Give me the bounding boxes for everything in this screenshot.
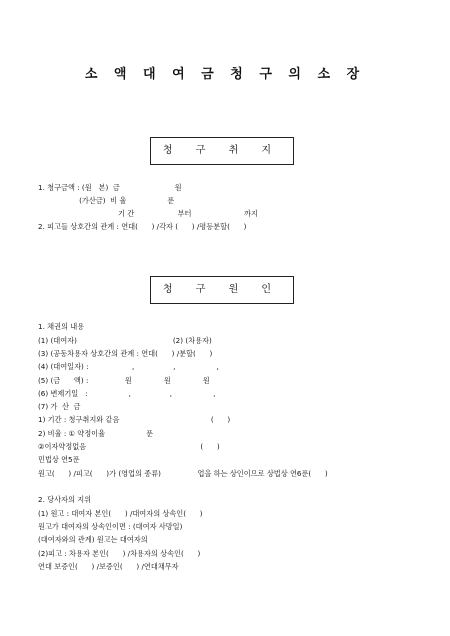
cause-line-10: ②이자약정없음 ( ) xyxy=(38,442,220,451)
cause-line-7: (7) 가 산 금 xyxy=(38,402,81,411)
cause-line-3: (3) (공동차용자 상호간의 관계 : 연대( ) /분할( ) xyxy=(38,349,213,358)
cause-line-1: 1. 채권의 내용 xyxy=(38,322,85,331)
claim-purpose-heading-box xyxy=(150,137,294,165)
cause-line-5: (5) (금 액) : 원 원 원 xyxy=(38,376,210,385)
cause-line-12: 원고( ) /피고( )가 (영업의 종류) 업을 하는 상인이므로 상법상 연6푼( ) xyxy=(38,469,328,478)
cause-line-18: 연대 보증인( ) /보증인( ) /연대채무자 xyxy=(38,562,179,571)
interest-rate-line: (가산금) 비 율 푼 xyxy=(38,196,175,205)
claim-amount-line: 1. 청구금액 : (원 본) 금 원 xyxy=(38,183,182,192)
cause-line-15: 원고가 대여자의 상속인이면 : (대여자 사망일) xyxy=(38,522,183,531)
cause-line-13: 2. 당사자의 지위 xyxy=(38,495,92,504)
cause-line-14: (1) 원고 : 대여자 본인( ) /대여자의 상속인( ) xyxy=(38,509,203,518)
document-title: 소 액 대 여 금 청 구 의 소 장 xyxy=(84,67,366,82)
cause-line-16: (대여자와의 관계) 원고는 대여자의 xyxy=(38,535,148,544)
claim-cause-heading: 청 구 원 인 xyxy=(162,284,282,295)
cause-line-2: (1) (대여자) (2) (차용자) xyxy=(38,336,212,345)
defendant-relation-line: 2. 피고들 상호간의 관계 : 연대( ) /각자 ( ) /평등분할( ) xyxy=(38,222,247,231)
cause-line-8: 1) 기간 : 청구취지와 같음 ( ) xyxy=(38,415,231,424)
cause-line-4: (4) (대여일자) : , , , xyxy=(38,362,219,371)
cause-line-11: 민법상 연5푼 xyxy=(38,455,80,464)
interest-period-line: 기 간 부터 까지 xyxy=(38,209,258,218)
claim-purpose-heading: 청 구 취 지 xyxy=(162,145,282,156)
claim-cause-heading-box xyxy=(150,276,294,304)
cause-line-6: (6) 변제기일 : , , , xyxy=(38,389,216,398)
cause-line-17: (2)피고 : 차용자 본인( ) /차용자의 상속인( ) xyxy=(38,549,201,558)
cause-line-9: 2) 비율 : ① 약정이율 푼 xyxy=(38,429,154,438)
